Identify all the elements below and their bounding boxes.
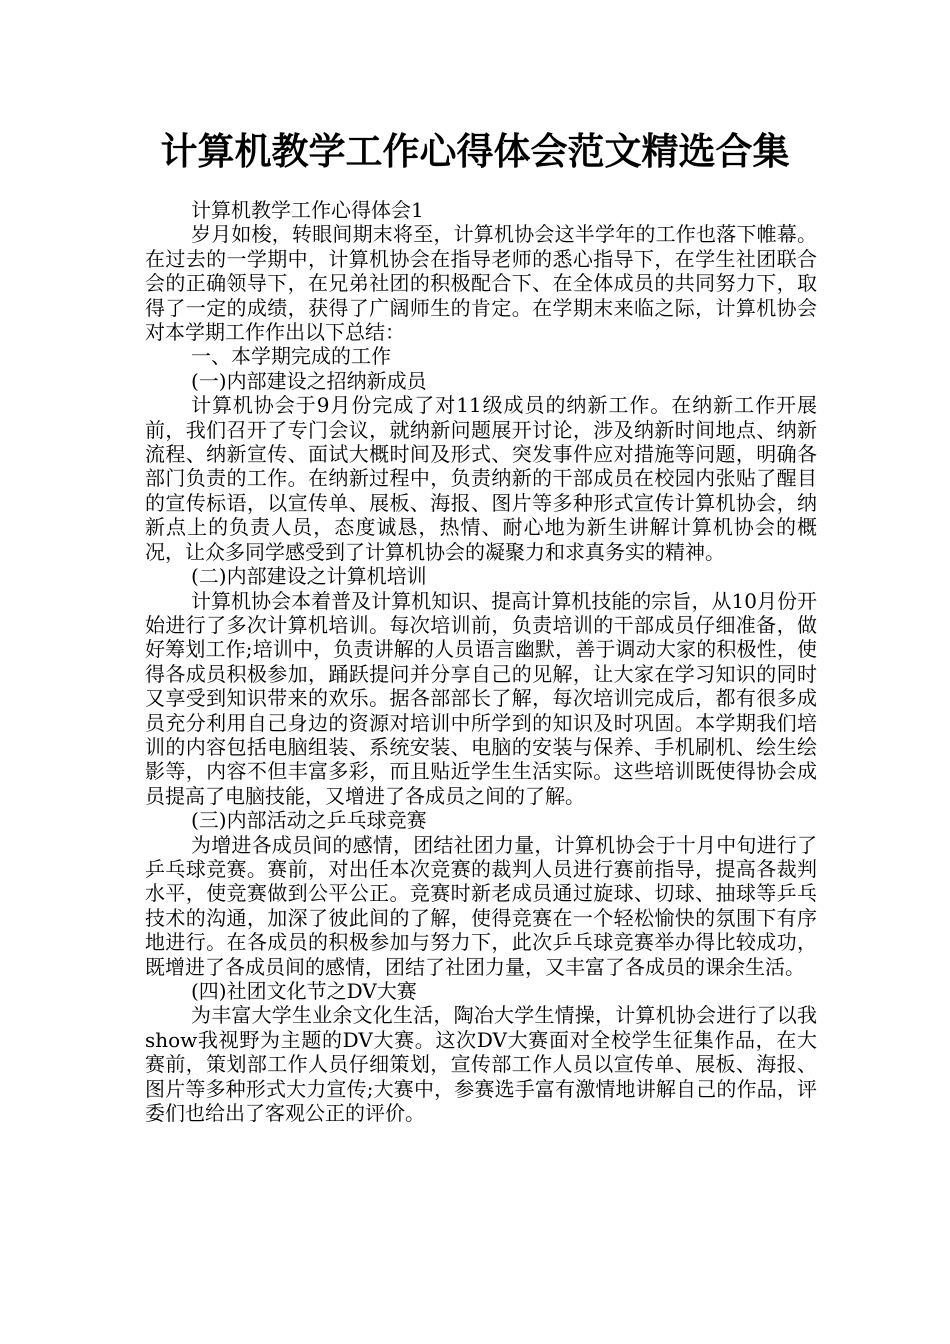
paragraph-training: 计算机协会本着普及计算机知识、提高计算机技能的宗旨，从10月份开始进行了多次计算机培训。每次培训前，负责培训的干部成员仔细准备，做好筹划工作;培训中，负责讲解的人员语言幽默，善于调动大家的积极性，使得各成员积极参加，踊跃提问并分享自己的见解，让大家在学习知识的同时又享受到知识带来的欢乐。据各部部长了解，每次培训完成后，都有很多成员充分利用自己身边的资源对培训中所学到的知识及时巩固。本学期我们培训的内容包括电脑组装、系统安装、电脑的安装与保养、手机刷机、绘生绘影等，内容不但丰富多彩，而且贴近学生生活实际。这些培训既使得协会成员提高了电脑技能，又增进了各成员之间的了解。	[145, 588, 817, 808]
paragraph-table-tennis: 为增进各成员间的感情，团结社团力量，计算机协会于十月中旬进行了乒乓球竞赛。赛前，对出任本次竞赛的裁判人员进行赛前指导，提高各裁判水平，使竞赛做到公平公正。竞赛时新老成员通过旋球、切球、抽球等乒乓技术的沟通，加深了彼此间的了解，使得竞赛在一个轻松愉快的氛围下有序地进行。在各成员的积极参加与努力下，此次乒乓球竞赛举办得比较成功，既增进了各成员间的感情，团结了社团力量，又丰富了各成员的课余生活。	[145, 832, 817, 979]
paragraph-dv-contest: 为丰富大学生业余文化生活，陶冶大学生情操，计算机协会进行了以我show我视野为主题的DV大赛。这次DV大赛面对全校学生征集作品，在大赛前，策划部工作人员仔细策划，宣传部工作人员以宣传单、展板、海报、图片等多种形式大力宣传;大赛中，参赛选手富有激情地讲解自己的作品，评委们也给出了客观公正的评价。	[145, 1003, 817, 1126]
subheading-recruitment: (一)内部建设之招纳新成员	[191, 368, 427, 393]
document-body	[145, 198, 817, 1125]
subheading-dv-contest: (四)社团文化节之DV大赛	[191, 979, 417, 1003]
paragraph-intro: 岁月如梭，转眼间期末将至，计算机协会这半学年的工作也落下帷幕。在过去的一学期中，计算机协会在指导老师的悉心指导下，在学生社团联合会的正确领导下，在兄弟社团的积极配合下、在全体成员的共同努力下，取得了一定的成绩，获得了广阔师生的肯定。在学期末来临之际，计算机协会对本学期工作作出以下总结：	[145, 222, 817, 345]
document-title: 计算机教学工作心得体会范文精选合集	[160, 130, 790, 173]
subheading-training: (二)内部建设之计算机培训	[191, 564, 427, 589]
section-heading-completed-work: 一、本学期完成的工作	[191, 344, 391, 369]
paragraph-recruitment: 计算机协会于9月份完成了对11级成员的纳新工作。在纳新工作开展前，我们召开了专门会议，就纳新问题展开讨论，涉及纳新时间地点、纳新流程、纳新宣传、面试大概时间及形式、突发事件应对措施等问题，明确各部门负责的工作。在纳新过程中，负责纳新的干部成员在校园内张贴了醒目的宣传标语，以宣传单、展板、海报、图片等多种形式宣传计算机协会，纳新点上的负责人员，态度诚恳，热情、耐心地为新生讲解计算机协会的概况，让众多同学感受到了计算机协会的凝聚力和求真务实的精神。	[145, 393, 817, 564]
section-heading-1: 计算机教学工作心得体会1	[191, 198, 424, 222]
subheading-table-tennis: (三)内部活动之乒乓球竞赛	[191, 808, 427, 833]
